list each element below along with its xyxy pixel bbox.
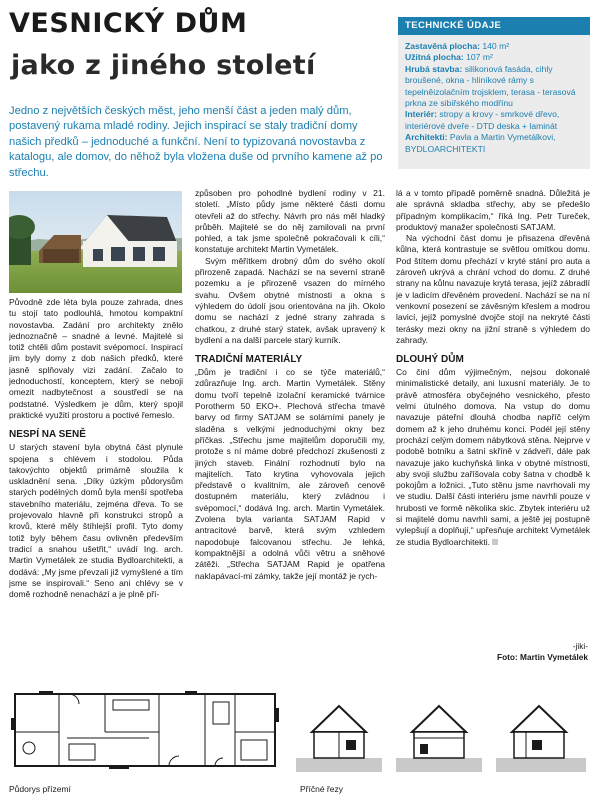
end-mark-icon <box>492 539 498 545</box>
technical-data-box <box>398 17 590 169</box>
article-paragraph: Původně zde léta byla pouze zahrada, dnes tu stojí tato podlouhlá, hmotou kompaktní novostavba. Zadání pro architekty znělo jednoznačně – snadné a levné. Majitelé si totiž chtěli dům postavit svépomocí. Inspirací jim byly domy z dob našich předků, které jasně splňovaly vizi zadání. Začalo to jednoduchostí, konceptem, který se neboji omezit nadbytečnost a soustředí se na podstatné. Výsledkem je dům, který spojil praktické využití prostoru a poctivé řemeslo. <box>9 297 183 420</box>
page-title: VESNICKÝ DŮM <box>9 8 248 39</box>
spec-interior: Interiér: stropy a krovy - smrkové dřevo, interiérové dveře - DTD deska + laminát <box>405 109 560 131</box>
technical-data-list <box>398 35 590 155</box>
spec-usable-area: Užitná plocha: 107 m² <box>405 52 493 63</box>
article-paragraph: U starých stavení byla obytná část plynule spojena s chlévem i stodolou. Půda takovýchto objektů primárně sloužila k uskladnění sena. „Díky úzkým půdorysům starých podélných domů byla menší spotřeba stavebního materiálu, zejména dřeva. To se projevovalo hlavně při konstrukci stropů a krovů, které měly štíhlejší profil. Tyto domy totiž byly během času ovlivněn především tradicí a snahou ušetřit,“ uvádí Ing. arch. Martin Vymetálek ze studia Bydloarchitekti, a dodává: „My jsme převzali již vymyšlené a tím jsme se inspirovali.“ Seno ani chlévy se v domě rozhodně nenachází a je plně pří- <box>9 442 183 600</box>
floor-plan-caption: Půdorys přízemí <box>9 784 71 794</box>
section-heading: NESPÍ NA SENĚ <box>9 429 86 441</box>
article-paragraph: Co činí dům výjimečným, nejsou dokonalé minimalistické detaily, ani luxusní materiály. Je to právě atmosféra obyčejného vesnického, přesto velmi útulného domova. Na vstup do domu navazuje páteřní dlouhá chodba napříč celým domem až k jeho druhému konci. Podél její stěny prochází celým domem nábytková stěna. Nejprve v podobě botníku a šatní skříně v zádveří, dále pak navazuje jako kuchyňská linka v obytné místnosti, aby svoji službu zaříšovala coby šatna v chodbě k pokojům a ložnici. „Tuto stěnu jsme navrhovali my ve studiu. Další části interiéru jsme navrhli pouze v hrubosti ve formě několika skic. Zbytek interiéru už si majitelé domu navrhli sami, a ještě jej postupně vylepšují a doplňují,“ upřesňuje architekt Vymetálek ze studia Bydloarchitekti. <box>396 367 590 547</box>
article-paragraph: lá a v tomto případě poměrně snadná. Důležitá je ale správná skladba střechy, aby se předešlo případným komplikacím,“ říká Ing. Petr Tureček, produktový manažer společnosti SATJAM. <box>396 188 590 232</box>
cross-sections-caption: Příčné řezy <box>300 784 343 794</box>
house-photo <box>9 191 182 293</box>
article-paragraph: „Dům je tradiční i co se týče materiálů,“ zdůrazňuje Ing. arch. Martin Vymetálek. Stěny domu tvoří tepelně izolační keramické tvárnice Porotherm 50 EKO+. Plechová střecha tmavé barvy od firmy SATJAM se solárními panely je sladěna s velkými jednoduchými okny bez příčkas. „Střechu jsme majitelům doporučili my, protože s ní máme dobré předchozí zkušenosti z jiných staveb. Finální rozhodnutí bylo na majitelích. Tato krytina vyhovovala jejich představě o kvalitním, ale zároveň cenově dostupném materiálu, který zvládnou i svépomocí,“ dodává Ing. arch. Martin Vymetálek. Zvolena byla varianta SATJAM Rapid v antracitové barvě, která svým vzhledem napodobuje falcovanou střechu. Je lehká, kompaktnější a odolná vůči větru a sněhové zátěži. „Střecha SATJAM Rapid je opatřena naklapávací-mi zámky, takže její montáž je rych- <box>195 367 385 581</box>
author-signature: -jiki- <box>572 641 588 651</box>
article-column-2 <box>195 188 385 666</box>
article-paragraph: Svým měřítkem drobný dům do svého okolí přirozeně zapadá. Nachází se na severní straně pozemku a je přirozeně vsazen do mírného svahu. Ovšem obytné místnosti a okna s výhledem do údolí jsou orientována na jih. Okolo domu se nachází z jedné strany zahrada s chatkou, z druhé starý statek, avšak upravený k bydlení a na další parcele starý kurník. <box>195 255 385 345</box>
article-paragraph: Na východní část domu je přisazena dřevěná kůlna, která kontrastuje se světlou omítkou domu. Pod štítem domu přechází v kryté stání pro auta a zároveň ukrývá a chrání vchod do domu. Z druhé strany na kůlnu navazuje krytá terasa, jejíž zábradlí je v ladicím dřevěném provedení. Nachází se na ní venkovní posezení se závěsným křeslem a modrou lavicí, jejíž pomyslné dvojče stojí na nekryté části terásky mezi okny na jižní straně s výhledem do zahrady. <box>396 233 590 345</box>
spec-built-area: Zastavěná plocha: 140 m² <box>405 41 510 51</box>
article-paragraph: způsoben pro pohodlné bydlení rodiny v 21. století. „Místo půdy jsme některé části domu otevřeli až do střechy. Návrh pro nás měl hladký průběh. Majitelé se do něj zamilovali na první pohled, a tak jsme společně pokračovali k cíli,“ konstatuje architekt Martin Vymetálek. <box>195 188 385 255</box>
technical-data-heading: TECHNICKÉ ÚDAJE <box>398 17 590 35</box>
spec-construction: Hrubá stavba: silikonová fasáda, cihly broušené, okna - hliníkové rámy s tepelněizolačním trojsklem, terasa - terasová prkna ze sibiřského modřínu <box>405 63 576 109</box>
floor-plan-drawing <box>9 688 281 776</box>
spec-architects: Architekti: Pavla a Martin Vymetálkovi, BYDLOARCHITEKTI <box>405 132 556 154</box>
section-heading: DLOUHÝ DŮM <box>396 354 464 366</box>
lead-paragraph: Jedno z největších českých měst, jeho menší část a jeden malý dům, postavený rukama mladé rodiny. Jejich inspirací se staly tradiční domy našich předků – jednoduché a funkční. Není to typizovaná novostavba z katalogu, ale domov, do něhož byla vložena duše od prvního kamene až po střechu. <box>9 105 383 179</box>
article-column-1 <box>9 297 183 665</box>
photo-credit: Foto: Martin Vymetálek <box>497 652 588 663</box>
article-column-3 <box>396 188 590 666</box>
cross-sections-drawing <box>296 688 590 776</box>
section-heading: TRADIČNÍ MATERIÁLY <box>195 354 303 366</box>
article-signature <box>497 641 588 663</box>
page-subtitle: jako z jiného století <box>11 50 316 81</box>
